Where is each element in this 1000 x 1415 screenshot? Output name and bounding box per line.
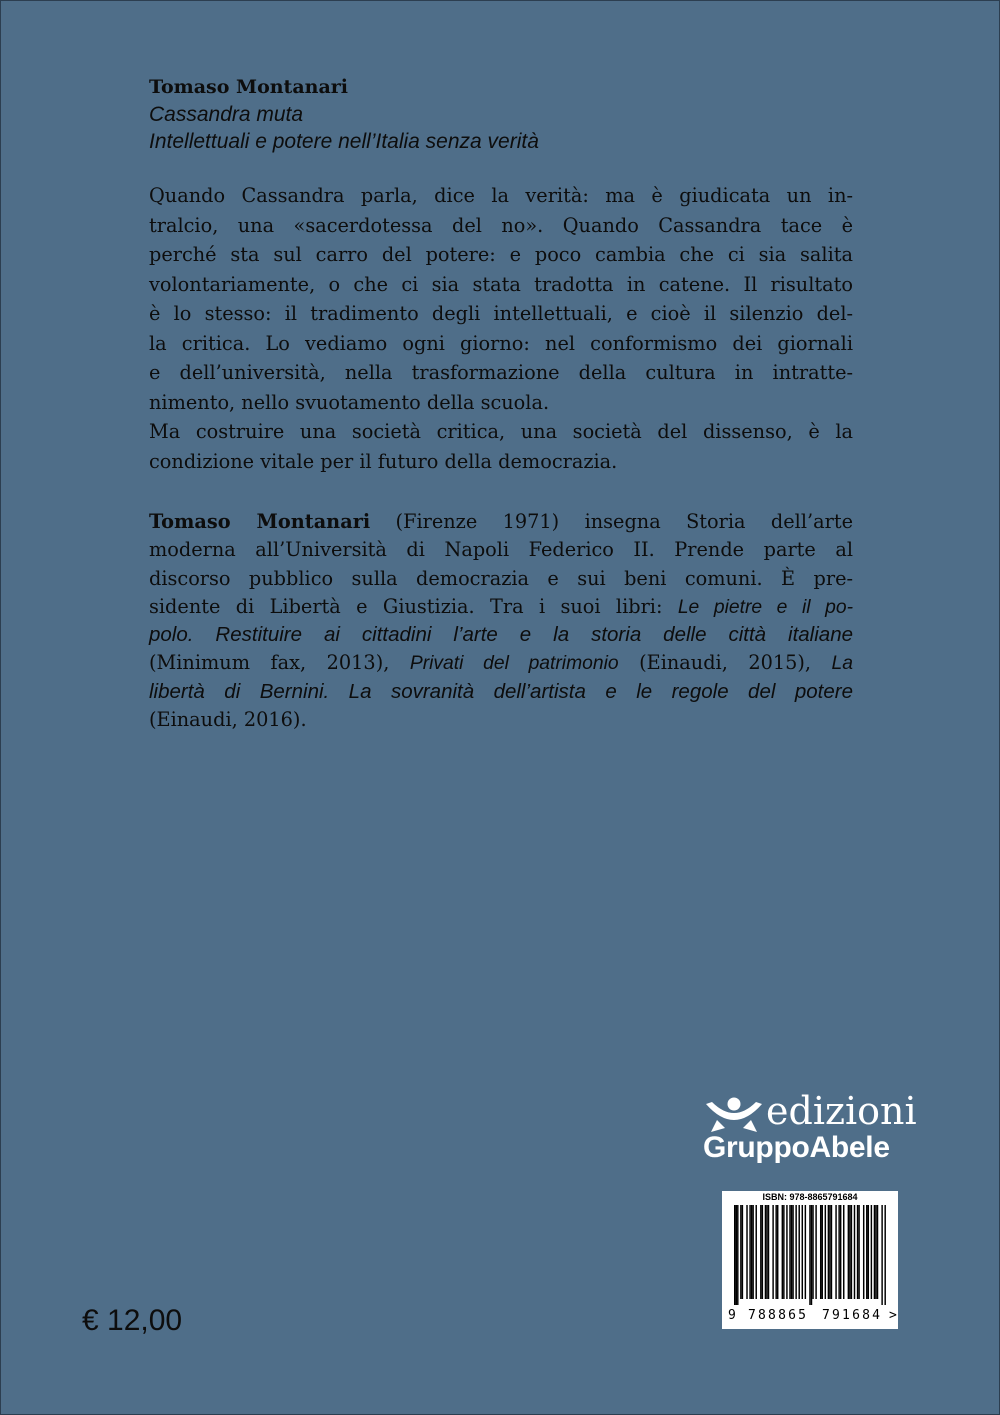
barcode-bar — [789, 1205, 790, 1299]
barcode-bar — [746, 1205, 747, 1299]
barcode-digit-first: 9 — [728, 1308, 736, 1323]
barcode-bar — [848, 1205, 849, 1299]
barcode-bar — [755, 1205, 756, 1299]
bio-book-title: polo. Restituire ai cittadini l’arte e la storia delle città italiane — [149, 623, 853, 647]
synopsis-line: la critica. Lo vediamo ogni giorno: nel conformismo dei giornali — [149, 331, 853, 355]
bio-book-title: Le pietre e il po- — [677, 596, 853, 618]
barcode-bar — [854, 1205, 855, 1299]
book-title: Cassandra muta — [149, 103, 304, 126]
bio-line — [149, 621, 853, 649]
barcode-digit-group1: 788865 — [748, 1308, 809, 1323]
synopsis-line: Quando Cassandra parla, dice la verità: ma è giudicata un in- — [149, 184, 853, 207]
book-subtitle: Intellettuali e potere nell’Italia senza verità — [149, 130, 539, 153]
barcode-bar — [828, 1205, 829, 1299]
barcode-bar — [843, 1205, 844, 1299]
barcode-bar — [766, 1205, 767, 1299]
barcode-bar — [809, 1205, 810, 1305]
bio-line — [149, 508, 853, 536]
publisher-name-line1: edizioni — [766, 1089, 917, 1133]
barcode-bar — [777, 1205, 778, 1299]
barcode-digit-arrow: > — [889, 1308, 897, 1323]
barcode-bar — [734, 1205, 735, 1305]
barcode-bar — [840, 1205, 841, 1299]
barcode-bar — [751, 1205, 752, 1299]
barcode-bar — [752, 1205, 753, 1299]
barcode-bar — [768, 1205, 769, 1299]
synopsis-paragraph — [149, 181, 853, 476]
barcode-bar — [795, 1205, 796, 1299]
isbn-barcode — [722, 1191, 898, 1329]
barcode-digit-group2: 791684 — [822, 1308, 883, 1323]
barcode-bar — [875, 1205, 876, 1299]
author-bio — [149, 508, 853, 734]
barcode-bar — [740, 1205, 741, 1299]
bio-line: discorso pubblico sulla democrazia e sui beni comuni. È pre- — [149, 566, 853, 590]
barcode-bar — [792, 1205, 793, 1299]
barcode-bar — [765, 1205, 766, 1299]
barcode-bar — [825, 1205, 826, 1299]
synopsis-line: perché sta sul carro del potere: e poco cambia che ci sia salita — [149, 243, 853, 266]
synopsis-line: è lo stesso: il tradimento degli intellettuali, e cioè il silenzio del- — [149, 302, 853, 325]
bio-text: sidente di Libertà e Giustizia. Tra i suoi libri: — [149, 594, 678, 618]
bio-line — [149, 649, 853, 677]
bio-line: (Einaudi, 2016). — [149, 708, 307, 732]
synopsis-line: Ma costruire una società critica, una società del dissenso, è la — [149, 420, 853, 443]
barcode-bar — [835, 1205, 836, 1299]
barcode-bar — [791, 1205, 792, 1299]
barcode-bar — [884, 1205, 885, 1305]
barcode-bar — [802, 1205, 803, 1299]
barcode-bar — [871, 1205, 872, 1299]
synopsis-line: tralcio, una «sacerdotessa del no». Quando Cassandra tace è — [149, 213, 853, 237]
synopsis-line: e dell’università, nella trasformazione della cultura in intratte- — [149, 361, 853, 384]
barcode-bar — [772, 1205, 773, 1299]
publisher-name-line2: GruppoAbele — [703, 1131, 890, 1164]
bio-line — [149, 593, 853, 621]
barcode-bar — [782, 1205, 783, 1299]
barcode-bar — [760, 1205, 761, 1299]
author-name: Tomaso Montanari — [149, 76, 348, 98]
barcode-bar — [815, 1205, 816, 1299]
barcode-bar — [798, 1205, 799, 1299]
bio-book-title: La — [831, 653, 853, 675]
barcode-bar — [866, 1205, 867, 1299]
barcode-bar — [812, 1205, 813, 1299]
synopsis-line: volontariamente, o che ci sia stata tradotta in catene. Il risultato — [149, 272, 853, 296]
publisher-logo — [703, 1089, 923, 1172]
barcode-bar — [811, 1205, 812, 1305]
bio-book-title: Privati del patrimonio — [409, 653, 619, 675]
barcode-bar — [749, 1205, 750, 1299]
barcode-bar — [786, 1205, 787, 1299]
bio-book-title: libertà di Bernini. La sovranità dell’artista e le regole del potere — [149, 679, 853, 703]
barcode-bar — [775, 1205, 776, 1299]
barcode-bar — [874, 1205, 875, 1299]
price-label: € 12,00 — [82, 1304, 183, 1337]
barcode-bar — [857, 1205, 858, 1299]
barcode-bar — [762, 1205, 763, 1299]
isbn-label: ISBN: 978-8865791684 — [762, 1192, 858, 1202]
person-icon — [703, 1096, 765, 1134]
barcode-bar — [868, 1205, 869, 1299]
barcode-bar — [736, 1205, 737, 1305]
bio-line: moderna all’Università di Napoli Federico II. Prende parte al — [149, 538, 853, 562]
bio-text: (Einaudi, 2015), — [618, 651, 832, 675]
barcode-bar — [838, 1205, 839, 1299]
bio-line — [149, 678, 853, 706]
barcode-bar — [742, 1205, 743, 1299]
barcode-bar — [820, 1205, 821, 1299]
bio-text: (Minimum fax, 2013), — [149, 651, 410, 675]
book-header — [149, 74, 869, 155]
bio-text: (Firenze 1971) insegna Storia dell’arte — [370, 510, 853, 533]
synopsis-line: condizione vitale per il futuro della democrazia. — [149, 449, 618, 473]
barcode-bar — [822, 1205, 823, 1299]
barcode-bar — [851, 1205, 852, 1299]
barcode-bar — [737, 1205, 738, 1305]
barcode-bar — [863, 1205, 864, 1299]
barcode-bar — [849, 1205, 850, 1299]
barcode-digits — [726, 1308, 896, 1324]
barcode-bar — [858, 1205, 859, 1299]
bio-author-name: Tomaso Montanari — [149, 510, 371, 533]
barcode-bar — [881, 1205, 882, 1305]
synopsis-line: nimento, nello svuotamento della scuola. — [149, 390, 550, 414]
barcode-bar — [831, 1205, 832, 1299]
barcode-bar — [805, 1205, 806, 1299]
barcode-bars — [734, 1205, 886, 1305]
barcode-bar — [829, 1205, 830, 1299]
barcode-bar — [877, 1205, 878, 1299]
barcode-bar — [783, 1205, 784, 1299]
